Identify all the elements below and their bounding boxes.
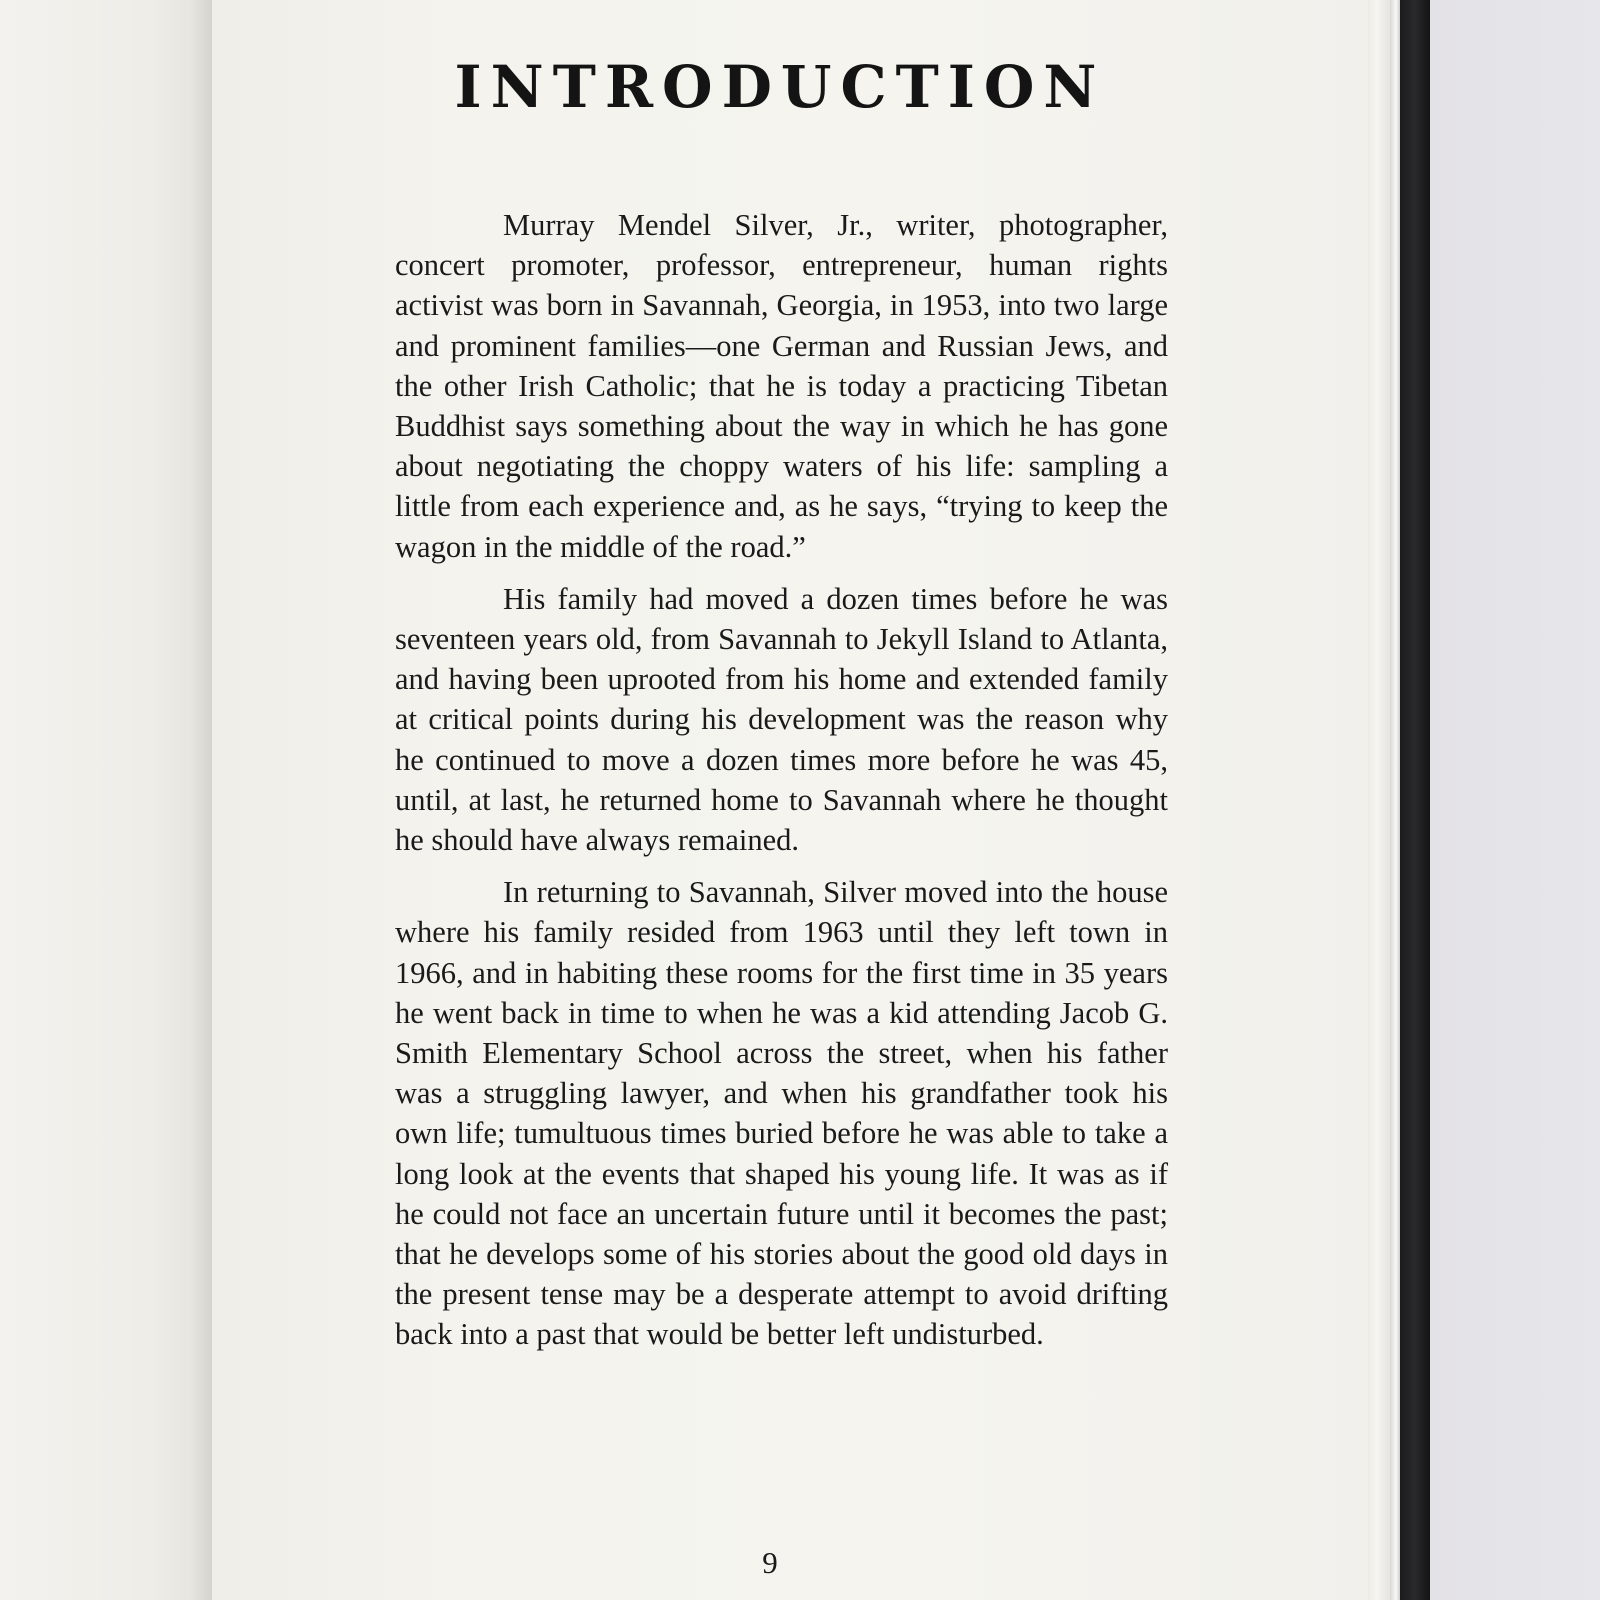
paragraph-1: Murray Mendel Silver, Jr., writer, photographer, concert promoter, professor, entrepreneur, human rights activist was born in Savannah, Georgia, in 1953, into two large and prominent families—one German and Russian Jews, and the other Irish Catholic; that he is today a practicing Tibetan Buddhist says something about the way in which he has gone about negotiating the choppy waters of his life: sampling a little from each experience and, as he says, “trying to keep the wagon in the middle of the road.” xyxy=(395,208,1168,564)
left-page xyxy=(0,0,215,1600)
chapter-heading: INTRODUCTION xyxy=(454,53,1106,121)
page-edge-highlight xyxy=(1390,0,1400,1600)
page-number: 9 xyxy=(762,1545,778,1580)
paragraph-3: In returning to Savannah, Silver moved into the house where his family resided from 1963 until they left town in 1966, and in habiting these rooms for the first time in 35 years he went back in time to when he was a kid attending Jacob G. Smith Elementary School across the street, when his father was a struggling lawyer, and when his grandfather took his own life; tumultuous times buried before he was able to take a long look at the events that shaped his young life. It was as if he could not face an uncertain future until it becomes the past; that he develops some of his stories about the good old days in the present tense may be a desperate attempt to avoid drifting back into a past that would be better left undisturbed. xyxy=(395,875,1168,1352)
book-cover xyxy=(1400,0,1430,1600)
backdrop xyxy=(1430,0,1600,1600)
body-text xyxy=(395,205,1168,1355)
paragraph-2: His family had moved a dozen times before he was seventeen years old, from Savannah to Jekyll Island to Atlanta, and having been uprooted from his home and extended family at critical points during his development was the reason why he continued to move a dozen times more before he was 45, until, at last, he returned home to Savannah where he thought he should have always remained. xyxy=(395,581,1168,858)
page-edges xyxy=(1368,0,1390,1600)
